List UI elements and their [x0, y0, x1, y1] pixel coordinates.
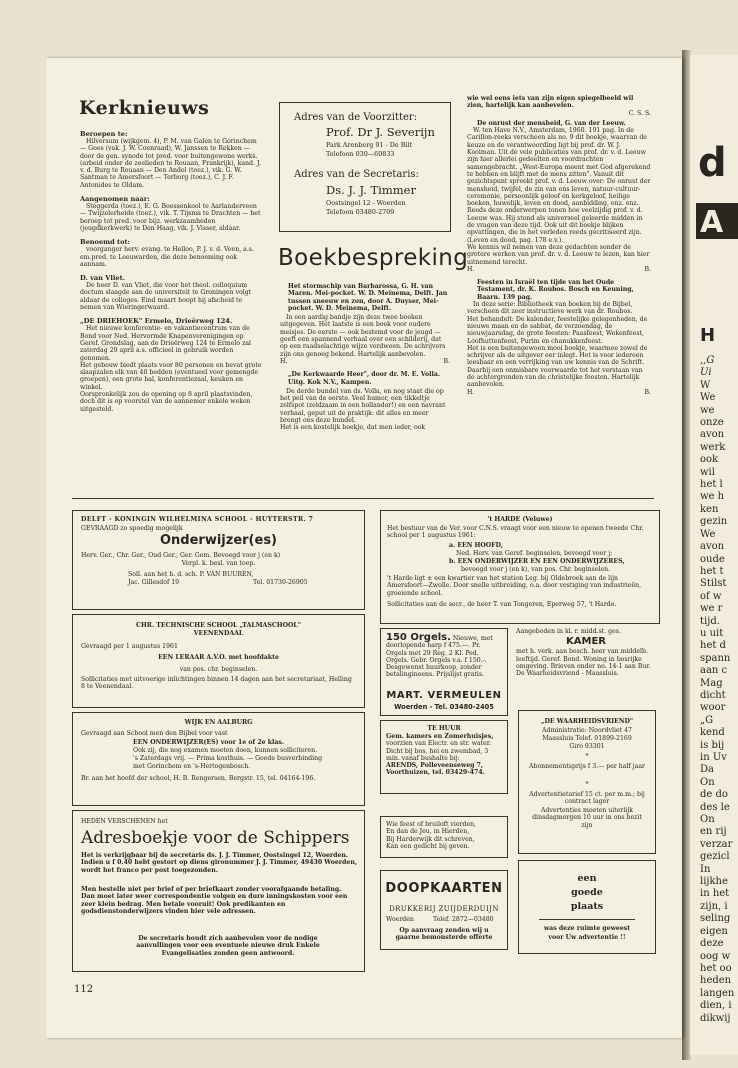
- ad-delft-phone: Tel. 01730-26905: [253, 579, 308, 586]
- right-page-line: On: [700, 776, 715, 788]
- right-page-line: onze: [700, 417, 724, 429]
- review-2-heading: „De Kerkwaarde Heer", door dr. M. E. Volla. Uitg. Kok N.V., Kampen.: [288, 371, 440, 386]
- ad-goede-l1: een: [577, 873, 597, 884]
- ad-wijk-position: EEN ONDERWIJZER(ES) voor 1e of 2e klas.: [133, 739, 284, 746]
- col3-intro-sig: C. S. S.: [628, 109, 651, 117]
- review-1-sig-right: B.: [443, 357, 450, 365]
- ad-wv-ad-rate: Advertentietarief 15 ct. per m.m.; bij contract lager: [529, 791, 645, 806]
- review-3-sig-left: H.: [467, 265, 475, 273]
- kerknieuws-section-heading: Aangenomen naar:: [80, 195, 150, 204]
- right-page-line: lijkhe: [700, 876, 728, 888]
- right-page-line: en rij: [700, 826, 727, 838]
- chairman-name: Prof. Dr J. Severijn: [326, 125, 435, 139]
- ad-feest: [380, 816, 508, 858]
- right-page-line: werk: [700, 441, 726, 453]
- ad-doop-offer: Op aanvraag zenden wij u gaarne bemonsterde offerte: [395, 927, 493, 942]
- right-page-line: wil: [700, 466, 715, 478]
- right-page-line: het oo: [700, 962, 732, 974]
- right-page-line: spann: [700, 652, 731, 664]
- ad-wv-admin: Administratie: Noordvliet 47: [542, 727, 632, 734]
- ad-wijk-wanted: Gevraagd aan School men den Bijbel voor vast: [81, 730, 228, 737]
- right-page-line: ,,G: [700, 355, 715, 366]
- ad-adres-note: De secretaris houdt zich aanbevolen voor de nodige aanvullingen voor een eventuele nieuwe druk Enkele Evangelisaties zonden geen antwoord.: [136, 935, 320, 957]
- right-big-letter-1: d: [698, 140, 727, 186]
- kerknieuws-section-body: voorganger herv. evang. te Helloo, P. J. v. d. Veen, a.s. em.pred. te Leeuwarden, die deze benoeming ook aannam.: [80, 246, 254, 268]
- ad-harde-b: b. EEN ONDERWIJZER EN EEN ONDERWIJZERES,: [449, 558, 625, 565]
- ad-talma-school: CHR. TECHNISCHE SCHOOL „TALMASCHOOL": [136, 622, 301, 629]
- ad-doopkaarten: [380, 870, 508, 950]
- ad-wv-subscription: Abonnementsprijs f 3.— per half jaar: [529, 763, 645, 770]
- secretary-address: Oostsingel 12 - Woerden: [326, 199, 406, 207]
- ad-t-harde: [380, 510, 660, 624]
- column-3: [467, 95, 651, 396]
- right-page-line: In: [700, 863, 711, 875]
- ad-delft-wanted: GEVRAAGD zo spoedig mogelijk: [81, 525, 183, 532]
- ad-orgels: [380, 628, 508, 716]
- ad-doop-printer: DRUKKERIJ ZUIJDERDUIJN: [389, 905, 499, 913]
- ad-delft-address: Jac. Gillesdof 19: [128, 579, 180, 586]
- ad-harde-b-req: bevoegd voor j (en k), van pos. Chr. beginselen.: [461, 566, 611, 573]
- ad-wv-phone: Maassluis Telef. 01899-2169: [542, 735, 632, 742]
- right-page-line: W: [700, 379, 711, 391]
- ad-talma-date: Gevraagd per 1 augustus 1961: [81, 643, 178, 650]
- kerknieuws-section-heading: D. van Vliet.: [80, 274, 125, 283]
- review-4-body: In deze serie: Bibliotheek van boeken bij de Bijbel, verscheen dit zeer instructieve werk van dr. Roubos. Het behandelt: De kalender, feestelijke gelegenheden, de nieuwe maan en de sabbat, de verzoendag, de nieuwjaarsdag, de grote feesten: Paasfeest, Wekenfeest, Loofhuttenfeest, Purim en chanukkenfeest. Het is een buitengewoon mooi boekje, waarmee zowel de schrijver als de uitgever eer inlegt. Het is voor iedereen leesbaar en een verrijking van uw kennis van de Schrift. Daarbij een onmisbare voorwaarde tot het verstaan van de achtergronden van de christelijke feesten. Hartelijk aanbevolen.: [467, 301, 648, 389]
- section-divider: [72, 498, 654, 499]
- right-page-line: seling: [700, 913, 731, 925]
- right-page-line: langen: [700, 987, 735, 999]
- right-page-line: aan c: [700, 665, 728, 677]
- ad-kamer-title: KAMER: [566, 636, 606, 648]
- right-page-line: in het: [700, 888, 730, 900]
- secretary-heading: Adres van de Secretaris:: [294, 169, 419, 180]
- right-page-line: We: [700, 392, 716, 404]
- chairman-address: Park Arenberg 91 - De Bilt: [326, 141, 413, 149]
- ad-talma-position: EEN LERAAR A.V.O. met hoofdakte: [158, 654, 279, 661]
- kerknieuws-section-heading: „DE DRIEHOEK" Ermelo, Drieërweg 124.: [80, 317, 233, 326]
- right-page-line: Mag: [700, 677, 723, 689]
- kerknieuws-section-heading: Beroepen te:: [80, 130, 128, 138]
- ad-wijk-apply: Br. aan het hoofd der school, H. B. Rengersen, Bergstr. 15, tel. 04164-196.: [81, 775, 316, 782]
- right-big-letter-3: H: [700, 325, 716, 346]
- right-page: [690, 55, 738, 1055]
- ad-doop-city: Woerden: [386, 916, 414, 923]
- ad-adres-payment: Men bestelle niet per brief of per briefkaart zonder voorafgaande betaling. Dan moet later weer correspondentie volgen en dure inningskosten voor een zeer klein bedrag. Men betale vooruit! Ook predikanten en godsdienstonderwijzers vinden hier vele adressen.: [81, 886, 348, 915]
- ad-delft-position: Onderwijzer(es): [160, 533, 277, 548]
- right-page-line: de do: [700, 789, 728, 801]
- right-page-line: ook: [700, 454, 719, 466]
- ad-goede-l5: voor Uw advertentie !!: [548, 934, 626, 941]
- ad-wv-star-2: *: [585, 781, 589, 788]
- ad-huur-text: voorzien van Electr. en str. water. Dicht bij bos, hei en zwembad, 3 min. vanaf bushalte bij:: [386, 740, 492, 762]
- review-2-body: De derde bundel van ds. Volla, en nog staat die op het peil van de eerste. Veel humor, een tikkeltje zelfspot (zeldzaam in een hollander!) en een navrant verhaal, geput uit de praktijk: dit alles en meer brengt ons deze bundel. Het is een kostelijk boekje, dat men ieder, ook: [280, 387, 446, 432]
- review-3-body: W. ten Have N.V., Amsterdam, 1960. 191 pag. In de Carillon-reeks verscheen als no. 9 dit boekje, waarvan de keuze en de verantwoording ligt bij prof. dr. W. J. Kooiman. Uit de vele publicaties van prof. dr. v. d. Leeuw zijn hier allerlei gedeelten en voordrachten samengebracht. „West-Europa meent met God afgerekend te hebben en blijft met de mens zitten". Vanuit dit gezichtspunt spreekt prof. v. d. Leeuw over: De onrust der mensheid, twijfel, de zin van ons leven, natuur-cultuur-ceremonie, persoonlijk geloof en kerkgeloof, heilige boeken, huwelijk, leven en dood, aanbidding, enz. enz. Reeds deze onderwerpen tonen hoe veelzijdig prof. v. d. Leeuw was. Hij stond als universeel geleerde midden in de vragen van deze tijd. Ook uit dit boekje blijken opvattingen, die in het verleden reeds gecritiseerd zijn. (Leven en dood, pag. 178 e.v.). We kennis wil nemen van deze gedachten sonder de grotere werken van prof. dr. v. d. Leeuw te lezen, kan hier uitnemend terecht.: [467, 127, 651, 266]
- ad-huur-subject: Gem. kamers en Zomerhuisjes,: [386, 733, 494, 740]
- right-page-line: in Uv: [700, 752, 727, 763]
- right-page-line: kend: [700, 727, 725, 739]
- ad-feest-l4: Kan een gedicht bij geven.: [386, 842, 470, 850]
- right-page-line: of w: [700, 590, 722, 602]
- ad-talma-principles: van pos. chr. beginselen.: [179, 666, 258, 673]
- ad-delft-req: Herv. Ger., Chr. Ger., Oud Ger., Ger. Gem. Bevoegd voor j (en k): [81, 552, 281, 559]
- right-big-letter-2: A: [700, 205, 724, 240]
- right-page-line: woor: [700, 702, 726, 714]
- ad-goede-plaats: [518, 860, 656, 954]
- ad-harde-place: 't HARDE (Veluwe): [487, 516, 553, 523]
- right-page-line: verzar: [700, 838, 733, 850]
- right-page-line: is bij: [700, 739, 725, 751]
- right-page-line: we r: [700, 603, 723, 615]
- ad-doop-title: DOOPKAARTEN: [385, 881, 503, 896]
- right-page-line: tijd.: [700, 615, 720, 627]
- page-number: 112: [74, 984, 94, 995]
- ad-kamer: [516, 628, 656, 677]
- ad-delft-school: DELFT - KONINGIN WILHELMINA SCHOOL - HUYTERSTR. 7: [81, 516, 314, 523]
- ad-goede-l3: plaats: [570, 901, 604, 912]
- ad-wv-title: „DE WAARHEIDSVRIEND": [540, 718, 634, 725]
- ad-wijk-note1: Ook zij, die nog examen moeten doen, kunnen solliciteren.: [133, 747, 318, 754]
- right-page-line: We: [700, 528, 716, 540]
- right-page-line: dicht: [700, 689, 726, 701]
- review-1-heading: Het stormschip van Barbarossa, G. H. van Maren. Mei-pocket. W. D. Meinema, Delft. Jan tussen sneeuw en zon, door A. Duyser, Mei-pocket. W. D. Meinema, Delft.: [288, 283, 448, 312]
- right-page-line: gezin: [700, 516, 728, 528]
- right-page-line: dien, i: [700, 1000, 732, 1012]
- ad-kamer-text: met h. verk. aan besch. heer van middelb. leeftijd. Geref. Bond. Woning in bosrijke omgeving. Brieven onder no. 14-1 aan Bur. De Waarheidsvriend - Maassluis.: [516, 648, 651, 678]
- ad-harde-a: a. EEN HOOFD,: [449, 542, 503, 549]
- kerknieuws-column: [80, 130, 262, 413]
- right-page-line: het t: [700, 565, 724, 577]
- boekbespreking-title: Boekbespreking: [278, 245, 469, 271]
- kerknieuws-section-body: Het nieuwe konferentie- en vakantiecentrum van de Bond voor Ned. Hervormde Knapenverenigingen op Geref. Grondslag, aan de Drieërweg 124 te Ermelo zal zaterdag 29 april a.s. officieel in gebruik worden genomen. Het gebouw biedt plaats voor 80 personen en bevat grote slaapzalen elk van 40 bedden (eventueel voor gemengde groepen), een grote hal, konferentiezaal, keuken en winkel. Oorspronkelijk zou de opening op 8 april plaatsvinden, doch dit is op voorstel van de aannemer enkele weken uitgesteld.: [80, 325, 262, 413]
- review-4-heading: Feesten in Israël ten tijde van het Oude Testament, dr. K. Roubos. Bosch en Keuning, Baarn. 139 pag.: [477, 279, 634, 301]
- ad-goede-l2: goede: [571, 887, 603, 898]
- right-page-line: het d: [700, 640, 726, 652]
- right-page-line: Da: [700, 764, 714, 776]
- kerknieuws-section-body: Steggerda (toez.), E. G. Boessenkool te Aarlanderveen — Twijzelerheide (toez.), vik. T. Tijsma te Drachten — het beroep tot pred. voor bijz. werkzaamheden (jeugdkerkwerk) te Den Haag, vik. J. Visser, aldaar.: [80, 203, 261, 232]
- ad-wv-giro: Giro 93301: [569, 743, 605, 750]
- ad-feest-l2: En dan de Jeu, in Hierden,: [386, 828, 470, 836]
- page: [46, 58, 682, 1038]
- address-box: [279, 102, 451, 232]
- ad-goede-rule: [539, 919, 635, 920]
- ad-doop-phone: Telef. 2872—03480: [433, 916, 494, 923]
- review-4-sig-right: B.: [644, 388, 651, 396]
- right-page-line: avon: [700, 429, 725, 441]
- right-page-line: ken: [700, 503, 719, 515]
- right-page-line: zijn, i: [700, 900, 728, 912]
- review-3-heading: De onrust der mensheid, G. van der Leeuw.: [477, 119, 626, 127]
- ad-wv-star-1: *: [585, 753, 589, 760]
- ad-wijk-note3: met Gorinchem en 's-Hertogenbosch.: [133, 763, 251, 770]
- ad-harde-apply: Sollicitaties aan de secr., de heer T. van Tongeren, Eperweg 57, 't Harde.: [387, 601, 617, 608]
- right-page-line: het l: [700, 479, 723, 491]
- ad-adresboekje: [72, 810, 365, 972]
- ad-huur-title: TE HUUR: [427, 725, 461, 732]
- right-page-line: oog w: [700, 950, 731, 962]
- chairman-phone: Telefoon 030—60833: [326, 150, 395, 158]
- right-page-line: we h: [700, 491, 725, 503]
- ad-delft-req2: Verpl. k. besl. van toep.: [181, 560, 256, 567]
- ad-harde-a-req: Ned. Herv. van Geref. beginselen, bevoegd voor j;: [456, 550, 613, 557]
- ad-adres-order: Het is verkrijgbaar bij de secretaris ds. J. J. Timmer, Oostsingel 12, Woerden. Indien u f 0.40 hebt gestort op diens gironummer J. J. Timmer, 49430 Woerden, wordt het franco per post toegezonden.: [81, 852, 357, 874]
- ad-harde-location: 't Harde ligt ± een kwartier van het station Leg. bij Oldebroek aan de lijn Amersfoort—Zwolle. Door snelle uitbreiding, o.a. door vestiging van industrieën, groeiende school.: [387, 575, 642, 597]
- ad-huur-contact: ARENDS, Polleveenseweg 7, Voorthuizen, tel. 03429-474.: [386, 762, 485, 777]
- ad-orgels-contact: Woerden - Tel. 03480-2405: [394, 703, 494, 711]
- ad-wv-deadline: Advertenties moeten uiterlijk dinsdagmorgen 10 uur in ons bezit zijn: [532, 807, 642, 829]
- right-page-line: heden: [700, 975, 732, 987]
- right-page-line: Stilst: [700, 578, 727, 590]
- review-1-body: In een aardig bandje zijn deze twee boeken uitgegeven. Het laatste is een boek voor oudere meisjes. De eerste — ook bestemd voor de jeugd — geeft een spannend verhaal over een schilderij, dat op een raadselachtige wijze verdween. De schrijvers zijn ons genoeg bekend. Hartelijk aanbevolen.: [280, 314, 446, 358]
- review-1-sig-left: H.: [280, 357, 288, 365]
- ad-adres-title: Adresboekje voor de Schippers: [81, 828, 350, 848]
- secretary-name: Ds. J. J. Timmer: [326, 183, 416, 197]
- ad-talmaschool: [72, 614, 365, 708]
- ad-wijk-en-aalburg: [72, 712, 365, 806]
- ad-orgels-headline: 150 Orgels.: [386, 632, 451, 643]
- ad-te-huur: [380, 720, 508, 794]
- right-page-lines: [700, 355, 738, 1025]
- ad-talma-apply: Sollicitaties met uitvoerige inlichtingen binnen 14 dagen aan het secretariaat, Helling 8 te Veenendaal.: [81, 676, 352, 691]
- ad-wijk-place: WIJK EN AALBURG: [184, 719, 253, 726]
- right-page-line: avon: [700, 541, 725, 553]
- kerknieuws-section-body: De heer D. van Vliet, die voor het theol. colloquium doctum slaagde aan de universiteit te Groningen volgt aldaar de colleges. Eind maart hoopt hij afscheid te nemen van Wieringerwaard.: [80, 282, 252, 312]
- kerknieuws-section-heading: Benoemd tot:: [80, 238, 130, 247]
- ad-orgels-seller: MART. VERMEULEN: [386, 690, 502, 701]
- ad-talma-city: VEENENDAAL: [193, 630, 244, 637]
- ad-adres-published: HEDEN VERSCHENEN het: [81, 818, 168, 825]
- right-page-line: we: [700, 404, 715, 416]
- right-page-line: dikwij: [700, 1012, 731, 1024]
- chairman-heading: Adres van de Voorzitter:: [294, 112, 418, 123]
- ad-feest-l1: Wie feest of bruiloft vierden,: [386, 821, 477, 828]
- ad-waarheidsvriend: [518, 710, 656, 854]
- right-page-line: oude: [700, 553, 725, 565]
- right-page-line: deze: [700, 938, 724, 950]
- ad-delft: [72, 510, 365, 610]
- ad-feest-l3: Bij Harderwijk dit schreven,: [386, 835, 475, 843]
- kerknieuws-section-body: Hilversum (wijkgem. 4), P. M. van Galen te Gorinchem — Goes (vak. J. W. Coenraad), W. Janssen te Rekken — door de gen. synode tot pred. voor buitengewone werks. (arbeid onder de zeelieden te Rouaan, Frankrijk), kand. J. v. d. Burg te Rouaan — Den Andel (toez.), vik. G. W. Santman te Amersfoort — Terborg (toez.), C. J. F. Antonides te Oldam.: [80, 138, 261, 189]
- secretary-phone: Telefoon 03480-2709: [326, 208, 395, 216]
- ad-orgels-text: Nieuwe, met doorlopende harp f 475.—. Pr. Orgels met 29 Reg. 2 Kl. Ped. Orgels. Gebr. Orgels v.a. f 150.-. Desgewenst huurkoop, zonder betalingineens. Prijslijst gratis.: [386, 635, 493, 679]
- right-page-line: u uit: [700, 627, 724, 639]
- right-page-line: eigen: [700, 925, 728, 937]
- ad-harde-intro: Het bestuur van de Ver. voor C.N.S. vraagt voor een nieuw te openen tweede Chr. school per 1 augustus 1961:: [387, 525, 644, 540]
- right-page-line: „G: [700, 714, 714, 726]
- review-3-sig-right: B.: [644, 265, 651, 273]
- book-review-column: [280, 283, 450, 432]
- ad-kamer-offer: Aangeboden in kl. r. midd.st. ges.: [516, 628, 621, 635]
- review-4-sig-left: H.: [467, 388, 475, 396]
- right-page-line: gezicl: [700, 851, 730, 863]
- right-page-line: Ui: [700, 367, 712, 379]
- kerknieuws-title: Kerknieuws: [79, 97, 210, 119]
- ad-wijk-note2: 's Zaterdags vrij. — Prima kosthuis. — Goede busverbinding: [133, 755, 323, 762]
- col3-intro: wie wel eens iets van zijn eigen spiegelbeeld wil zien, hartelijk kan aanbevelen.: [467, 95, 634, 110]
- ad-goede-l4: was deze ruimte geweest: [543, 925, 631, 932]
- right-page-line: des le: [700, 801, 730, 813]
- right-page-line: On: [700, 814, 715, 826]
- ad-delft-contact: Soll. aan het h. d. sch. P. VAN BUUREN,: [128, 571, 254, 578]
